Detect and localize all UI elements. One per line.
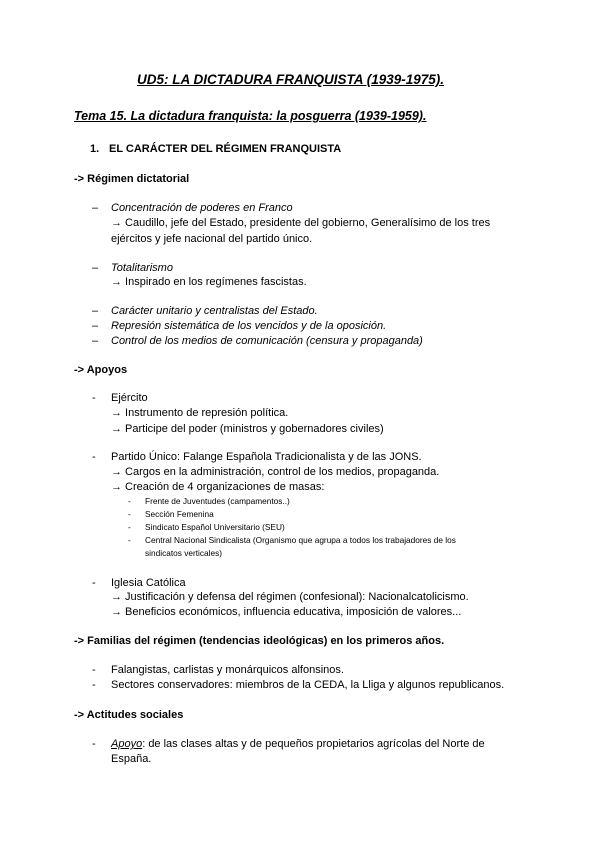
- heading-number: 1.: [90, 143, 100, 155]
- list-dash: -: [92, 664, 96, 676]
- section-apoyos-title: -> Apoyos: [74, 364, 128, 376]
- apoyo-rest: : de las clases altas y de pequeños propietarios agrícolas del Norte de: [142, 738, 485, 750]
- partido-item: Partido Único: Falange Española Tradicionalista y de las JONS.: [111, 451, 422, 463]
- concentracion-line-2: ejércitos y jefe nacional del partido único.: [111, 233, 313, 245]
- list-bullet: –: [92, 335, 99, 347]
- org-item-4-line-2: sindicatos verticales): [145, 548, 223, 558]
- list-dash: -: [92, 451, 96, 463]
- familias-item-1: Falangistas, carlistas y monárquicos alfonsinos.: [111, 664, 344, 676]
- list-dash: -: [92, 392, 96, 404]
- list-bullet: –: [92, 305, 99, 317]
- document-title: UD5: LA DICTADURA FRANQUISTA (1939-1975).: [137, 72, 445, 87]
- apoyo-item-line-1: [111, 739, 485, 750]
- totalitarismo-line-1: → Inspirado en los regímenes fascistas.: [111, 276, 307, 288]
- partido-line-2: → Creación de 4 organizaciones de masas:: [111, 481, 325, 493]
- org-item-3: Sindicato Español Universitario (SEU): [145, 522, 285, 532]
- partido-line-1: → Cargos en la administración, control de los medios, propaganda.: [111, 466, 440, 478]
- list-dash: -: [92, 577, 96, 589]
- iglesia-item: Iglesia Católica: [111, 577, 186, 589]
- heading-text: EL CARÁCTER DEL RÉGIMEN FRANQUISTA: [109, 143, 342, 155]
- apoyo-item-line-2: España.: [111, 753, 152, 765]
- list-bullet: –: [92, 202, 99, 214]
- org-item-4-line-1: Central Nacional Sindicalista (Organismo que agrupa a todos los trabajadores de los: [145, 535, 456, 545]
- org-item-2: Sección Femenina: [145, 509, 214, 519]
- ejercito-line-1: → Instrumento de represión política.: [111, 407, 289, 419]
- familias-item-2: Sectores conservadores: miembros de la CEDA, la Lliga y algunos republicanos.: [111, 679, 505, 691]
- org-dash: -: [128, 522, 131, 532]
- concentracion-item: Concentración de poderes en Franco: [111, 202, 293, 214]
- totalitarismo-item: Totalitarismo: [111, 262, 173, 274]
- represion-item: Represión sistemática de los vencidos y de la oposición.: [111, 320, 387, 332]
- unitario-item: Carácter unitario y centralistas del Estado.: [111, 305, 318, 317]
- org-dash: -: [128, 509, 131, 519]
- section-familias-title: -> Familias del régimen (tendencias ideológicas) en los primeros años.: [74, 635, 445, 647]
- list-dash: -: [92, 738, 96, 750]
- org-item-1: Frente de Juventudes (campamentos..): [145, 496, 290, 506]
- list-dash: -: [92, 679, 96, 691]
- topic-subtitle: Tema 15. La dictadura franquista: la posguerra (1939-1959).: [74, 109, 427, 123]
- iglesia-line-2: → Beneficios económicos, influencia educativa, imposición de valores...: [111, 606, 462, 618]
- list-bullet: –: [92, 320, 99, 332]
- org-dash: -: [128, 496, 131, 506]
- iglesia-line-1: → Justificación y defensa del régimen (confesional): Nacionalcatolicismo.: [111, 591, 469, 603]
- section-actitudes-title: -> Actitudes sociales: [74, 709, 184, 721]
- section-regimen-title: -> Régimen dictatorial: [74, 173, 190, 185]
- concentracion-line-1: → Caudillo, jefe del Estado, presidente del gobierno, Generalísimo de los tres: [111, 217, 491, 229]
- apoyo-keyword: Apoyo: [111, 738, 143, 750]
- ejercito-item: Ejército: [111, 392, 148, 404]
- org-dash: -: [128, 535, 131, 545]
- control-item: Control de los medios de comunicación (censura y propaganda): [111, 335, 423, 347]
- list-bullet: –: [92, 262, 99, 274]
- ejercito-line-2: → Participe del poder (ministros y gobernadores civiles): [111, 423, 384, 435]
